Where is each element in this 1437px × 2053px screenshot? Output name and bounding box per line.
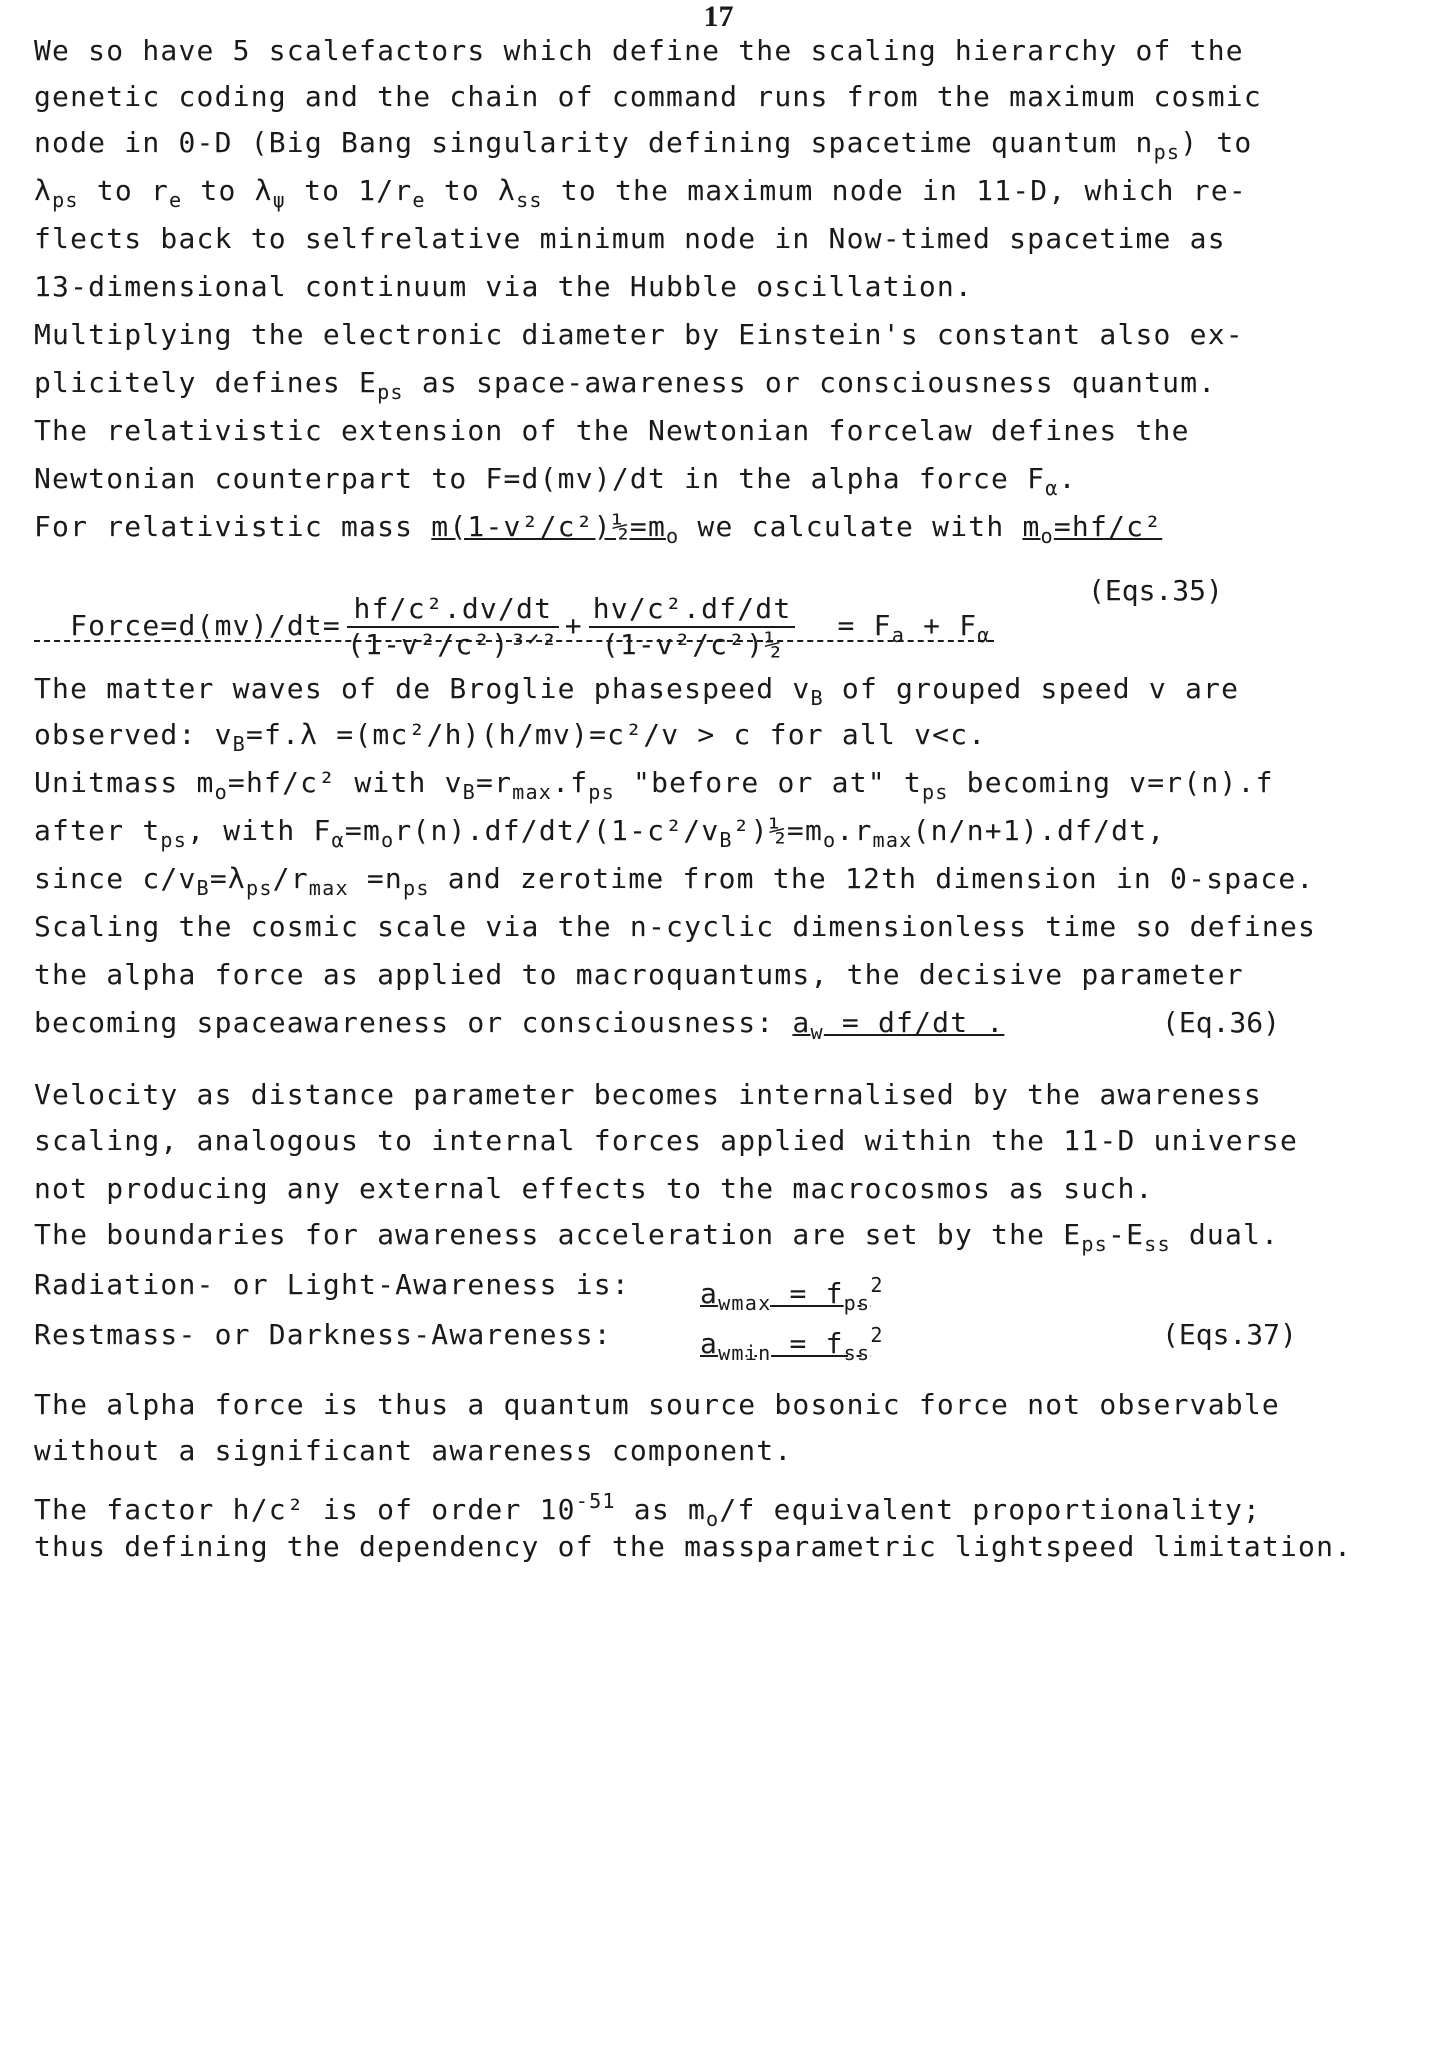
equation-tag: (Eqs.37) (1162, 1318, 1297, 1351)
text-line: plicitely defines $E_{ps}$ as space-awareness or consciousness quantum. (34, 366, 1217, 405)
text-line: becoming spaceawareness or consciousness: $a_w = df/dt$ . (34, 1006, 1005, 1045)
equation-tag: (Eqs.35) (1088, 574, 1223, 607)
text-line: scaling, analogous to internal forces applied within the 11-D universe (34, 1124, 1299, 1157)
fraction: $\frac{\text{hv/c².df/dt}}{\text{(1-v²/c²)½}}$ (589, 592, 796, 662)
text-line: without a significant awareness component. (34, 1434, 793, 1467)
text-line: Newtonian counterpart to F=d(mv)/dt in the alpha force $F_\alpha$. (34, 462, 1077, 501)
text-line: The factor h/c² is of order $10^{-51}$ as $m_o/f$ equivalent proportionality; (34, 1489, 1262, 1532)
text-line: thus defining the dependency of the massparametric lightspeed limitation. (34, 1530, 1353, 1563)
text-line: Restmass- or Darkness-Awareness: (34, 1318, 612, 1351)
equation-37-max: $a_{wmax} = f_{ps}^2$ (700, 1273, 884, 1316)
text-line: The relativistic extension of the Newtonian forcelaw defines the (34, 414, 1190, 447)
text-line: 13-dimensional continuum via the Hubble oscillation. (34, 270, 973, 303)
page-number: 17 (703, 0, 734, 33)
equation-37-min: $a_{wmin} = f_{ss}^2$ (700, 1323, 884, 1366)
fraction: $\frac{\text{hf/c².dv/dt}}{\text{(1-v²/c²)³ᐟ²}}$ (347, 592, 559, 661)
text-line: genetic coding and the chain of command runs from the maximum cosmic (34, 80, 1262, 113)
text-line: node in 0-D (Big Bang singularity defining spacetime quantum $n_{ps}$) to (34, 126, 1253, 165)
text-line: Multiplying the electronic diameter by Einstein's constant also ex- (34, 318, 1244, 351)
divider (34, 640, 994, 642)
equation-35: Force=d(mv)/dt= $\frac{\text{hf/c².dv/dt}}{\text{(1-v²/c²)³ᐟ²}}$ + $\frac{\text{hv/c².df/dt}}{\text{(1-v²/c²)½}}$ = $F_a + F_\alpha$ (70, 592, 991, 661)
text-line: Scaling the cosmic scale via the n-cyclic dimensionless time so defines (34, 910, 1317, 943)
text-line: $\lambda_{ps}$ to $r_e$ to $\lambda_\psi$ to $1/r_e$ to $\lambda_{ss}$ to the maximum node in 11-D, which re- (34, 174, 1247, 213)
text-line: the alpha force as applied to macroquantums, the decisive parameter (34, 958, 1244, 991)
text-line: The matter waves of de Broglie phasespeed $v_B$ of grouped speed v are (34, 672, 1240, 711)
text-line: flects back to selfrelative minimum node in Now-timed spacetime as (34, 222, 1226, 255)
text-line: Unitmass $m_o=hf/c^2$ with $v_B=r_{max}.f_{ps}$ "before or at" $t_{ps}$ becoming v=r(n).f (34, 766, 1274, 805)
text-line: The alpha force is thus a quantum source bosonic force not observable (34, 1388, 1280, 1421)
text-line: since $c/v_B=\lambda_{ps}/r_{max} =n_{ps}$ and zerotime from the 12th dimension in 0-space. (34, 862, 1315, 901)
equation-tag: (Eq.36) (1162, 1006, 1281, 1039)
text-line: observed: $v_B=f.\lambda =(mc^2/h)(h/mv)=c^2/v > c$ for all v<c. (34, 718, 987, 757)
relativistic-mass-line: For relativistic mass $m(1-v^2/c^2)\frac{1}{2}=m_o$ we calculate with $m_o=hf/c^2$ (34, 510, 1163, 549)
text-line: after $t_{ps}$, with $F_\alpha=m_or(n).df/dt/(1-c^2/v_B^2)\frac{1}{2}=m_o.r_{max}(n/n+1).df/dt$, (34, 814, 1166, 853)
text-line: The boundaries for awareness acceleration are set by the $E_{ps}-E_{ss}$ dual. (34, 1218, 1280, 1257)
text-line: Radiation- or Light-Awareness is: (34, 1268, 630, 1301)
text-line: Velocity as distance parameter becomes internalised by the awareness (34, 1078, 1262, 1111)
text-line: not producing any external effects to the macrocosmos as such. (34, 1172, 1154, 1205)
text-line: We so have 5 scalefactors which define the scaling hierarchy of the (34, 34, 1244, 67)
